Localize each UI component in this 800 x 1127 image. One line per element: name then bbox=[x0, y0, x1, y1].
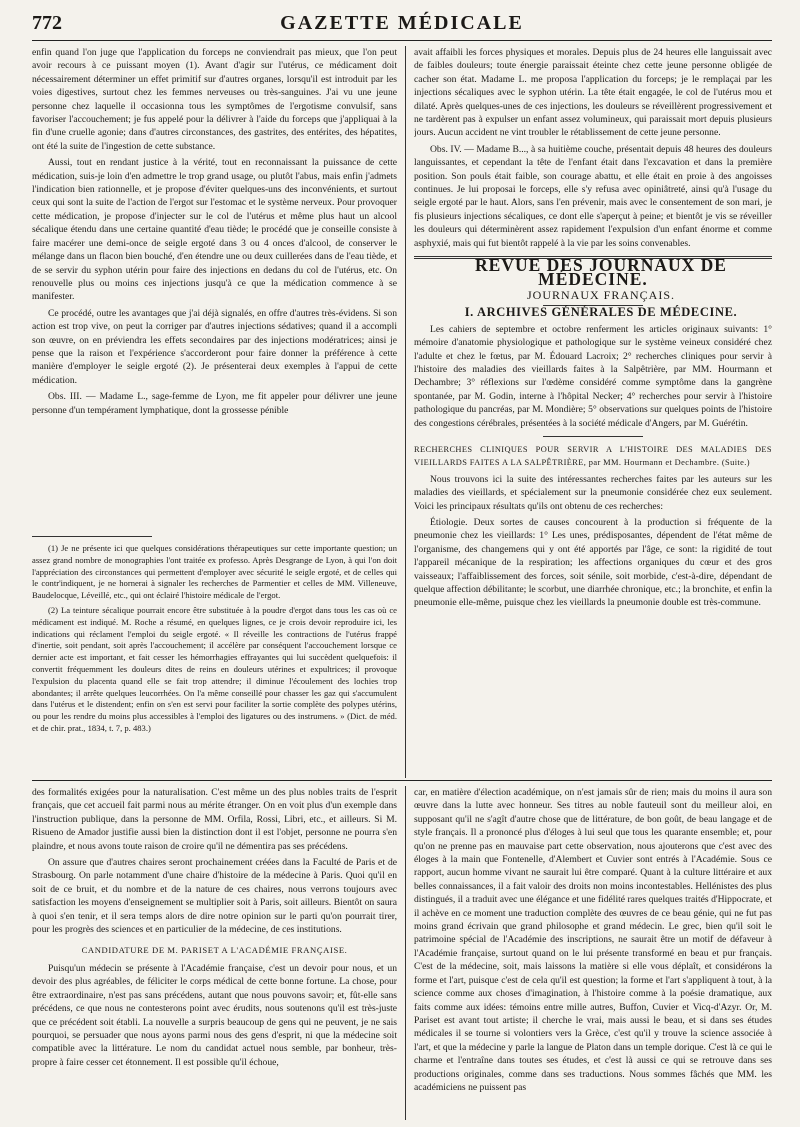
paragraph: Obs. III. — Madame L., sage-femme de Lyon, me fit appeler pour délivrer une jeune personne d'un tempérament lymphatique, dont la grossesse pénible bbox=[32, 391, 397, 416]
paragraph: des formalités exigées pour la naturalisation. C'est même un des plus nobles traits de l'esprit français, que cet accueil fait parmi nous au mérite étranger. On en voit plus d'un exemple dans l'instruction publique, dans la personne de MM. Orfila, Rossi, Libri, etc., et ailleurs. Si M. Risueno de Amador justifie aussi bien la distinction dont il est l'objet, personne ne pourra s'en plaindre, et nous avons toute raison de croire qu'il ne démentira pas ses précédens. bbox=[32, 787, 397, 852]
article-heading: RECHERCHES CLINIQUES POUR SERVIR A L'HISTOIRE DES MALADIES DES VIEILLARDS FAITES A LA SALPÊTRIÈRE, par MM. Hourmann et Dechambre. (Suite.) bbox=[414, 444, 772, 468]
revue-subtitle: JOURNAUX FRANÇAIS. bbox=[526, 287, 676, 302]
paragraph: Les cahiers de septembre et octobre renferment les articles originaux suivants: 1° mémoire d'anatomie physiologique et pathologique sur le système veineux considéré chez l'adulte et chez le fœtus, par M. Édouard Lacroix; 2° recherches cliniques pour servir à l'histoire des maladies des vieillards faites à la Salpêtrière, par MM. Hourmann et Dechambre; 3° réflexions sur l'œdème considéré comme symptôme dans la gangrène spontanée, par M. Godin, interne à l'hôpital Necker; 4° recherches pour servir à l'histoire pathologique du pancréas, par M. Mondière; 5° observations sur quelques points de l'histoire des congestions cérébrales, présentées à la société médicale d'Angers, par M. Guérétin. bbox=[414, 323, 772, 429]
footnote: (2) La teinture sécalique pourrait encore être substituée à la poudre d'ergot dans tous les cas où ce médicament est indiqué. M. Roche a résumé, en quelques lignes, ce je crois devoir reproduire ici, les indications qui réclament l'emploi du seigle ergoté. « Il réveille les contractions de l'utérus frappé d'inertie, soit pendant, soit après l'accouchement; il accélère par conséquent l'accouchement lorsque ce dernier acte est important, et fait cesser les hémorrhagies effrayantes qui lui succèdent quelquefois: il convertit fréquemment les douleurs dites de reins en douleurs utérines et expultrices; il provoque l'expulsion du placenta quand elle se fait trop attendre; il diminue l'écoulement des lochies trop abondantes; il arrête quelques leucorrhées. On l'a même conseillé pour chasser les gaz qui s'accumulent dans l'utérus et le distendent; enfin on s'en est servi pour faciliter la sortie complète des polypes utérins, ou pour les rendre du moins plus accessibles à l'emploi des ligatures ou des instrumens. » (Dict. de méd. et de chir. prat., 1834, t. 7, p. 483.) bbox=[32, 604, 397, 733]
bottom-left-column bbox=[32, 786, 397, 1120]
paragraph: Obs. IV. — Madame B..., à sa huitième couche, présentait depuis 48 heures des douleurs languissantes, et cependant la tête de l'enfant était dans l'excavation et dans la première position. Son pouls était faible, son courage abattu, et elle était en proie à des angoisses continues. Je lui proposai le forceps, elle s'y refusa avec opiniâtreté, ainsi qu'à l'usage du seigle ergoté par le haut. Alors, sans l'en prévenir, mais avec le consentement de son mari, je fis plusieurs injections sécaliques, ce dont elle s'aperçut à peine; et bientôt je vis se réveiller les douleurs qui déterminèrent assez rapidement l'expulsion d'un enfant énorme et comme asphyxié, mais qui fut bientôt rappelé à la vie par les soins convenables. bbox=[414, 143, 772, 249]
footnote: (1) Je ne présente ici que quelques considérations thérapeutiques sur cette importante question; un assez grand nombre de monographies l'ont traitée ex professo. Après Desgrange de Lyon, à qui l'on doit l'appréciation des circonstances qui permettent d'employer avec sécurité le seigle ergoté, et de celles qui le contr'indiquent, je ne hornerai à signaler les recherches de Parmentier et celles de MM. Villeneuve, Baudelocque, Léveillé, etc., qui ont éclairé l'histoire médicale de l'ergot. bbox=[32, 543, 397, 601]
short-rule bbox=[543, 436, 643, 437]
paragraph: car, en matière d'élection académique, on n'est jamais sûr de rien; mais du moins il aura son œuvre dans la lutte avec honneur. Ses titres au noble fauteuil sont du meilleur aloi, en supposant qu'il ne s'agît d'autre chose que de littérature, de bon goût, de beau langage et de style français. Il a prononcé plus d'éloges à lui seul que tous les quarante ensemble; et, pour qu'on ne prenne pas en mauvaise part cette observation, nous ajouterons que c'est avec des éloges à la main que Fontenelle, d'Alembert et Cuvier sont entrés à l'Académie. Sous ce rapport, aucun homme vivant ne saurait lui être comparé. Quant à la culture littéraire et aux belles connaissances, il a fait valoir des droits non moins incontestables. Hellénistes des plus distingués, il a traduit avec une élégance et une fidélité rares quelques traités d'Hippocrate, et il achève en ce moment une traduction complète des œuvres de ce beau génie, qui ne fut pas moins grand écrivain que grand philosophe et grand médecin. Le grec, bien qu'il soit le patrimoine spécial de l'Académie des inscriptions, ne saurait être un motif de défaveur à l'Académie française, surtout quand on le lui présente transformé en beau et pur français. C'est de la médecine, soit, mais laissons la matière si elle vous déplaît, et considérons la forme et l'art, puisque c'est de cela qu'il est question; la forme et l'art s'appliquent à tout, à la science comme aux choses d'imagination, à l'histoire comme à la poésie dramatique, aux faits comme aux idées: témoins entre mille autres, Buffon, Cuvier et Vicq-d'Azyr. Or, M. Pariset est avant tout artiste; il cherche le vrai, mais aussi le beau, et si dans ses études médicales il se tourne si volontiers vers la Grèce, c'est qu'il y trouve la science associée à l'art, et que la médecine y parle la langue de Platon dans un temple dorique. C'est là ce qui le charme et l'entraîne dans toutes ses études, et c'est là aussi ce qui se retrouve dans ses productions originales, comme dans ses traductions. Nous sommes fâchés que MM. les académiciens ne puissent pas bbox=[414, 787, 772, 1093]
top-right-column bbox=[414, 46, 772, 778]
page-number: 772 bbox=[32, 12, 62, 34]
mid-rule bbox=[32, 780, 772, 781]
revue-title: REVUE DES JOURNAUX DE MÉDECINE. bbox=[475, 255, 727, 289]
paragraph: Puisqu'un médecin se présente à l'Académie française, c'est un devoir pour nous, et un devoir des plus agréables, de féliciter le corps médical de cette bonne fortune. La chose, pour être extraordinaire, n'est pas sans précédens, autant que nous pouvons savoir; et, fût-elle sans précédens, ce que nous ne contesterons point avec érudits, nous soutenons qu'il est très-juste que ce précédent soit établi. La nouvelle a surpris beaucoup de gens qui ne peuvent, je ne sais pourquoi, se persuader que nous ayons parmi nous des gens d'esprit, ni que la médecine soit compatible avec la littérature. Le nom du candidat actuel nous semble, par bonheur, très-propre à faire cesser cet étonnement. Il est possible qu'il échoue, bbox=[32, 962, 397, 1068]
paragraph: Nous trouvons ici la suite des intéressantes recherches faites par les auteurs sur les maladies des vieillards, et spécialement sur la pneumonie considérée chez eux seulement. Voici les principaux résultats qu'ils ont obtenu de ces recherches: bbox=[414, 473, 772, 512]
paragraph: enfin quand l'on juge que l'application du forceps ne conviendrait pas mieux, que l'on peut avoir recours à ce puissant moyen (1). Avant d'agir sur l'utérus, ce médicament doit nécessairement déterminer un effet primitif sur d'autres organes, lorsqu'il est introduit par les voies digestives, surtout chez les femmes nerveuses ou très-sanguines. J'ai vu une jeune personne chez laquelle il occasionna tous les symptômes de l'ergotisme convulsif, sans favoriser l'accouchement; je fus appelé pour la délivrer à l'aide du forceps que j'appliquai à la fin d'une cruelle agonie; dans d'autres circonstances, des gastrites, des entérites, des hépatites, ont été la suite de l'ingestion de cette substance. bbox=[32, 47, 397, 152]
header-rule bbox=[32, 40, 772, 41]
paragraph: avait affaibli les forces physiques et morales. Depuis plus de 24 heures elle languissait avec de faibles douleurs; toute énergie paraissait éteinte chez cette jeune personne obligée de cacher son état. Madame L. me proposa l'application du forceps; je le remplaçai par les injections sécaliques avec le syphon utérin. La tête était engagée, le col de l'utérus mou et dilaté. Après quelques-unes de ces injections, les douleurs se réveillèrent progressivement et ne tardèrent pas à expulser un enfant assez volumineux, qui paraissait mort depuis plusieurs jours. Aucun accident ne vint troubler le rétablissement de cette jeune personne. bbox=[414, 47, 772, 139]
candidature-heading: CANDIDATURE DE M. PARISET A L'ACADÉMIE FRANÇAISE. bbox=[81, 945, 348, 956]
page-header bbox=[32, 8, 772, 38]
paragraph: On assure que d'autres chaires seront prochainement créées dans la Faculté de Paris et de Strasbourg. On parle notamment d'une chaire d'histoire de la médecine à Paris. Quoi qu'il en soit de ce bruit, et du nombre et de la nature de ces chaires, nous verrons toujours avec satisfaction les moyens d'enseignement se multiplier soit à Paris, soit ailleurs. Bientôt on saura à quoi s'en tenir, et il sera temps alors de dire notre opinion sur le parti qu'on pourrait tirer, pour les progrès des sciences et en particulier de la médecine, de ces institutions. bbox=[32, 857, 397, 936]
bottom-right-column bbox=[414, 786, 772, 1120]
paragraph: Aussi, tout en rendant justice à la vérité, tout en reconnaissant la puissance de cette médication, suis-je loin d'en admettre le trop grand usage, ou plutôt l'abus, mais enfin j'admets l'indication bien rationnelle, et je propose d'éviter quelques-uns des inconvénients, et surtout ceux qui sont la suite de l'action de l'ergot sur l'estomac et le système nerveux. Pour provoquer cette médication, je propose d'injecter sur le col de l'utérus et même plus haut un alcool sécalique étendu dans une certaine quantité d'eau tiède; le procédé que je conseille consiste à faire macérer une demi-once de seigle ergoté dans 3 ou 4 onces d'alcool, de conserver le mélange dans un flacon bien bouché, d'en étendre une ou deux cuillerées dans de l'eau tiède, et de se servir du syphon utérin pour faire des injections en dedans du col de l'utérus, etc. On renouvelle plus ou moins ces injections jusqu'à ce que la médication commence à se manifester. bbox=[32, 157, 397, 303]
journal-title: GAZETTE MÉDICALE bbox=[280, 12, 524, 34]
top-left-column bbox=[32, 46, 397, 530]
column-divider bbox=[405, 786, 406, 1120]
section-title: I. ARCHIVES GÉNÉRALES DE MÉDECINE. bbox=[464, 305, 738, 320]
paragraph: Étiologie. Deux sortes de causes concourent à la production si fréquente de la pneumonie chez les vieillards: 1° Les unes, prédisposantes, dépendent de l'état même de l'organisme, des changemens qui y ont été apportés par l'âge, ce sont: la rigidité de tout l'appareil mécanique de la respiration; les affections organiques du cœur et des gros vaisseaux; l'affaiblissement des forces, soit sénile, soit morbide, c'est-à-dire, dépendant de quelque affection débilitante; le scorbut, une diarrhée chronique, etc.; la bronchite, et enfin la pneumonie elle-même, puisque chez les vieillards la pneumonie double est très-commune. bbox=[414, 517, 772, 609]
footnotes bbox=[32, 536, 397, 776]
footnote-rule bbox=[32, 536, 152, 537]
paragraph: Ce procédé, outre les avantages que j'ai déjà signalés, en offre d'autres très-évidens. Si son action est trop vive, on peut la corriger par d'autres injections sédatives; quand il a accompli son œuvre, on en préviendra les effets secondaires par des injections modératrices; ainsi je pense que la raison et l'expérience s'accorderont pour faire donner la préférence à cette manière d'employer le seigle ergoté (2). Je présenterai deux exemples à l'appui de cette médication. bbox=[32, 307, 397, 386]
column-divider bbox=[405, 46, 406, 778]
